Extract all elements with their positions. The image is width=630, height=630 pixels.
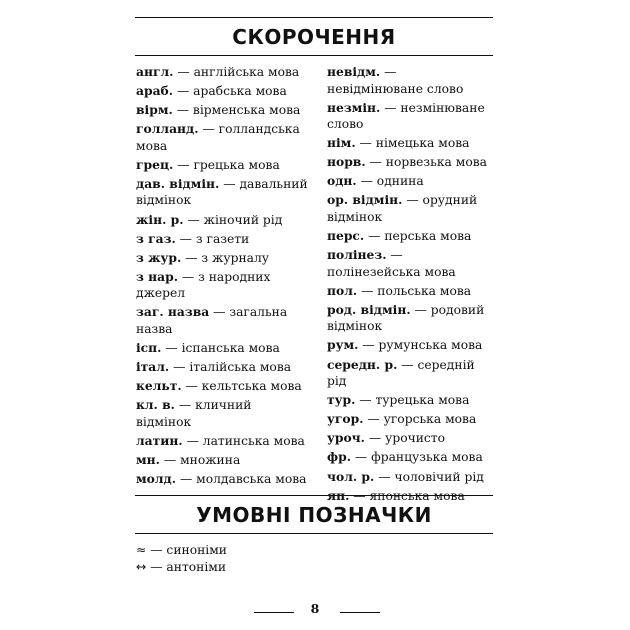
- symbol-meaning: — антоніми: [146, 560, 227, 574]
- abbreviation-meaning: — турецька мова: [355, 393, 470, 408]
- symbol-entry: [136, 542, 436, 559]
- abbreviation-meaning: — чоловічий рід: [374, 469, 484, 484]
- page-number: 8: [310, 601, 320, 616]
- abbreviation-entry: [136, 250, 308, 267]
- abbreviation: уроч.: [327, 430, 365, 446]
- abbreviation-meaning: — латинська мова: [182, 433, 305, 448]
- abbreviation: кельт.: [136, 378, 182, 394]
- footer-line-right: [340, 612, 380, 613]
- abbreviation-meaning: — грецька мова: [173, 157, 280, 172]
- abbreviation-entry: [327, 392, 495, 409]
- abbreviation: яп.: [327, 487, 350, 503]
- abbreviation: нім.: [327, 135, 356, 151]
- abbreviation: дав. відмін.: [136, 175, 220, 191]
- abbreviations-heading-underline: [135, 55, 493, 56]
- abbreviation-entry: [327, 64, 495, 97]
- symbols-heading-underline: [135, 533, 493, 534]
- abbreviation-meaning: — орудний відмінок: [327, 193, 478, 224]
- abbreviation: перс.: [327, 228, 365, 244]
- abbreviation-meaning: — невідмінюване слово: [327, 65, 464, 96]
- abbreviation: незмін.: [327, 99, 381, 115]
- abbreviation-entry: [327, 411, 495, 428]
- abbreviation: молд.: [136, 471, 177, 487]
- abbreviation-meaning: — польська мова: [357, 283, 472, 298]
- abbreviation: латин.: [136, 432, 183, 448]
- abbreviation-meaning: — німецька мова: [355, 136, 470, 151]
- abbreviation-meaning: — загальна назва: [136, 305, 288, 336]
- abbreviations-right-column: [327, 64, 495, 507]
- abbreviation: середн. р.: [327, 356, 398, 372]
- abbreviation-meaning: — угорська мова: [363, 412, 477, 427]
- abbreviation: італ.: [136, 359, 170, 375]
- abbreviation-entry: [136, 340, 308, 357]
- abbreviation: жін. р.: [136, 211, 184, 227]
- footer-line-left: [254, 612, 294, 613]
- abbreviation-meaning: — румунська мова: [358, 338, 483, 353]
- abbreviation-entry: [136, 212, 308, 229]
- abbreviation: з жур.: [136, 249, 182, 265]
- abbreviation-entry: [136, 231, 308, 248]
- abbreviation-entry: [136, 359, 308, 376]
- abbreviation: одн.: [327, 173, 357, 189]
- abbreviation-meaning: — французька мова: [350, 450, 483, 465]
- abbreviation: норв.: [327, 154, 366, 170]
- abbreviation-entry: [327, 469, 495, 486]
- abbreviation: тур.: [327, 392, 356, 408]
- abbreviation-entry: [136, 121, 308, 154]
- abbreviation-entry: [327, 173, 495, 190]
- abbreviation: з газ.: [136, 230, 176, 246]
- abbreviation-meaning: — кельтська мова: [181, 379, 302, 394]
- abbreviation: угор.: [327, 411, 364, 427]
- abbreviation-entry: [327, 100, 495, 133]
- abbreviation-meaning: — іспанська мова: [161, 341, 280, 356]
- abbreviation: пол.: [327, 282, 358, 298]
- approximately-icon: ≈: [136, 543, 147, 557]
- abbreviation: полінез.: [327, 247, 387, 263]
- abbreviation-meaning: — японська мова: [349, 488, 465, 503]
- abbreviation-entry: [327, 357, 495, 390]
- abbreviation: грец.: [136, 156, 174, 172]
- abbreviation: ісп.: [136, 340, 162, 356]
- left-right-arrow-icon: ↔: [136, 560, 147, 574]
- abbreviation-entry: [136, 397, 308, 430]
- abbreviation-entry: [327, 154, 495, 171]
- abbreviation-entry: [327, 283, 495, 300]
- abbreviation: з нар.: [136, 268, 178, 284]
- abbreviation-entry: [327, 449, 495, 466]
- abbreviation-meaning: — кличний відмінок: [136, 398, 252, 429]
- abbreviation: англ.: [136, 64, 174, 79]
- abbreviation-entry: [136, 64, 308, 81]
- abbreviation: голланд.: [136, 121, 199, 137]
- abbreviation-meaning: — голландська мова: [136, 122, 300, 153]
- abbreviation-meaning: — урочисто: [364, 431, 446, 446]
- abbreviation-entry: [327, 302, 495, 335]
- abbreviation-entry: [327, 192, 495, 225]
- abbreviation-entry: [327, 135, 495, 152]
- symbols-top-rule: [135, 495, 493, 496]
- abbreviation-entry: [327, 430, 495, 447]
- abbreviation-meaning: — арабська мова: [173, 84, 287, 99]
- abbreviation-meaning: — італійська мова: [169, 360, 292, 375]
- symbol-meaning: — синоніми: [146, 543, 227, 557]
- symbols-heading: УМОВНІ ПОЗНАЧКИ: [196, 503, 432, 527]
- abbreviation-entry: [136, 471, 308, 488]
- abbreviation-meaning: — середній рід: [327, 357, 475, 389]
- abbreviation-entry: [136, 176, 308, 209]
- abbreviation: араб.: [136, 83, 174, 99]
- abbreviation-entry: [327, 228, 495, 245]
- abbreviation: вірм.: [136, 102, 173, 118]
- abbreviation: кл. в.: [136, 397, 175, 413]
- abbreviation-meaning: — англійська мова: [173, 65, 300, 79]
- abbreviation: ор. відмін.: [327, 192, 403, 208]
- symbol-entry: [136, 559, 436, 576]
- abbreviation: заг. назва: [136, 304, 210, 320]
- symbols-list: [136, 542, 436, 576]
- abbreviation-meaning: — жіночий рід: [183, 212, 283, 227]
- abbreviation-meaning: — з газети: [175, 231, 250, 246]
- abbreviation: род. відмін.: [327, 301, 411, 317]
- abbreviation-entry: [327, 337, 495, 354]
- abbreviation-meaning: — норвезька мова: [365, 155, 487, 170]
- abbreviations-left-column: [136, 64, 308, 490]
- abbreviation-meaning: — давальний відмінок: [136, 176, 308, 208]
- abbreviation-entry: [136, 378, 308, 395]
- abbreviation-meaning: — перська мова: [364, 229, 472, 244]
- abbreviation-meaning: — молдавська мова: [176, 472, 307, 487]
- abbreviation-meaning: — вірменська мова: [172, 103, 301, 118]
- abbreviations-heading: СКОРОЧЕННЯ: [232, 25, 396, 49]
- abbreviation: мн.: [136, 452, 160, 467]
- top-rule: [135, 17, 493, 18]
- abbreviation: чол. р.: [327, 468, 375, 484]
- abbreviation-entry: [136, 269, 308, 302]
- abbreviation-meaning: — полінезейська мова: [327, 248, 456, 279]
- abbreviation-entry: [136, 102, 308, 119]
- abbreviation: рум.: [327, 337, 359, 353]
- abbreviation-entry: [136, 157, 308, 174]
- abbreviation: фр.: [327, 449, 351, 465]
- abbreviation-meaning: — незмінюване слово: [327, 100, 485, 132]
- abbreviation-meaning: — з журналу: [181, 250, 270, 265]
- abbreviation-entry: [136, 452, 308, 469]
- abbreviation-entry: [136, 304, 308, 337]
- abbreviation-meaning: — з народних джерел: [136, 269, 271, 301]
- abbreviation-meaning: — родовий відмінок: [327, 302, 485, 334]
- abbreviation-entry: [136, 433, 308, 450]
- abbreviation-meaning: — однина: [356, 174, 424, 189]
- abbreviation-meaning: — множина: [159, 453, 241, 467]
- abbreviation: невідм.: [327, 64, 381, 79]
- abbreviation-entry: [136, 83, 308, 100]
- abbreviation-entry: [327, 247, 495, 280]
